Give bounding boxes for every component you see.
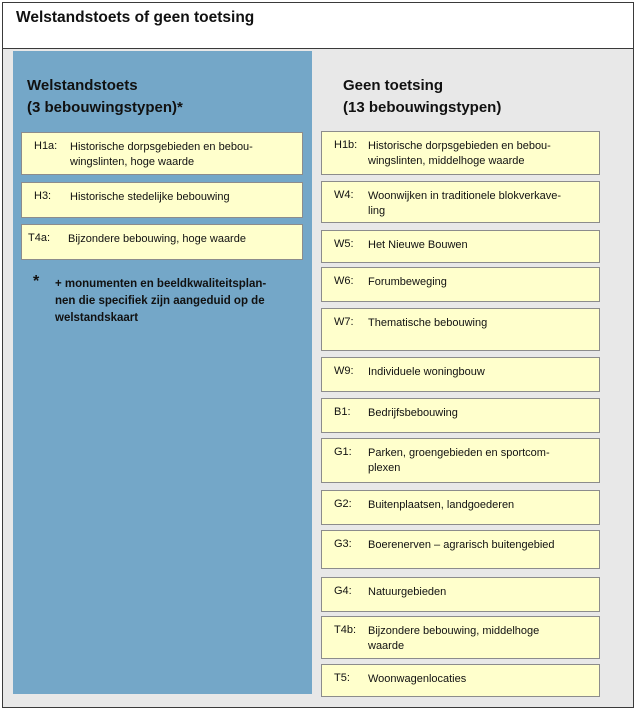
item-text: Buitenplaatsen, landgoederen [368,499,515,511]
right-title-line1: Geen toetsing [343,77,444,94]
item-code: W4: [334,189,354,201]
item-text: Bijzondere bebouwing, middelhoge waarde [368,625,540,652]
right-item-h1b [321,131,600,175]
item-code: G3: [334,538,352,550]
item-code: W6: [334,275,354,287]
item-text: Historische dorpsgebieden en bebou- wingslinten, middelhoge waarde [368,140,551,167]
right-item-b1 [321,398,600,433]
right-item-w6 [321,267,600,302]
item-text: Natuurgebieden [368,586,447,598]
item-text: Woonwagenlocaties [368,673,467,685]
left-item-t4a [21,224,303,260]
left-item-h1a [21,132,303,175]
footnote-star: * [33,273,40,290]
item-code: W5: [334,238,354,250]
footnote-text: + monumenten en beeldkwaliteitsplan- nen die specifiek zijn aangeduid op de welstandskaart [55,278,267,324]
item-text: Historische dorpsgebieden en bebou- wingslinten, hoge waarde [70,141,253,168]
item-text: Het Nieuwe Bouwen [368,239,468,251]
right-item-g2 [321,490,600,525]
item-code: G4: [334,585,352,597]
item-text: Thematische bebouwing [368,317,488,329]
right-item-t4b [321,616,600,659]
left-item-h3 [21,182,303,218]
item-code: B1: [334,406,351,418]
item-text: Bedrijfsbebouwing [368,407,458,419]
diagram-title: Welstandstoets of geen toetsing [16,9,255,26]
item-code: W7: [334,316,354,328]
left-title-line2: (3 bebouwingstypen)* [27,99,183,116]
welstandstoets-panel [13,51,312,694]
right-item-t5 [321,664,600,697]
right-title-line2: (13 bebouwingstypen) [343,99,502,116]
right-item-w4 [321,181,600,223]
item-text: Individuele woningbouw [368,366,485,378]
item-text: Boerenerven – agrarisch buitengebied [368,539,555,551]
diagram-frame [2,2,634,708]
item-text: Parken, groengebieden en sportcom- plexen [368,447,550,474]
item-code: T4a: [28,232,51,244]
item-code: H3: [34,190,52,202]
diagram-header [3,3,633,49]
right-item-g4 [321,577,600,612]
item-code: T4b: [334,624,357,636]
item-code: H1b: [334,139,358,151]
item-code: G2: [334,498,352,510]
item-code: T5: [334,672,350,684]
item-text: Forumbeweging [368,276,447,288]
right-item-w7 [321,308,600,351]
right-item-g1 [321,438,600,483]
item-text: Bijzondere bebouwing, hoge waarde [68,233,246,245]
item-text: Historische stedelijke bebouwing [70,191,230,203]
item-code: G1: [334,446,352,458]
right-item-w9 [321,357,600,392]
right-item-w5 [321,230,600,263]
item-text: Woonwijken in traditionele blokverkave- ling [368,190,562,217]
item-code: W9: [334,365,354,377]
item-code: H1a: [34,140,58,152]
left-title-line1: Welstandstoets [27,77,138,94]
right-item-g3 [321,530,600,569]
